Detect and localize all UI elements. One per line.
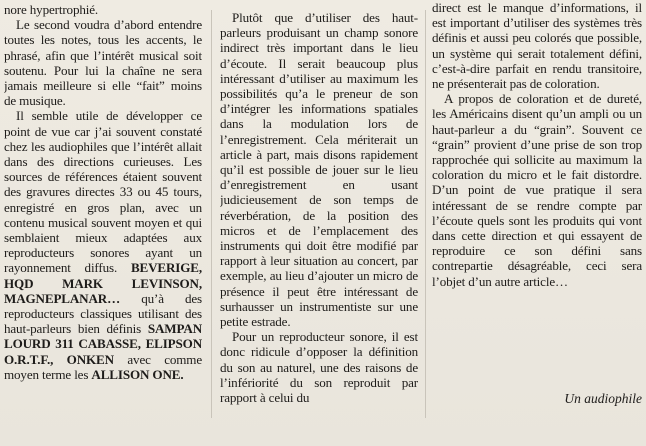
col2-paragraph-2: Pour un reproducteur sonore, il est donc ridicule d’opposer la définition du son au naturel, une des raisons de l’infériorité du son reproduit par rapport à celui du: [220, 329, 418, 406]
col1-paragraph-2: Le second voudra d’abord entendre toutes les notes, tous les accents, le phrasé, afin que l’intérêt musical soit soutenu. Pour lui la chaîne ne sera jamais meilleure si elle “fait” moins de musique.: [4, 17, 202, 109]
col1-paragraph-3: [4, 108, 202, 382]
col1-brands-2: SAMPAN LOURD 311 CABASSE, ELIPSON O.R.T.F., ONKEN: [4, 321, 202, 367]
col1-brands-3: ALLISON ONE.: [91, 366, 184, 382]
col2-paragraph-1: Plutôt que d’utiliser des haut-parleurs produisant un champ sonore indirect très important dans le lieu d’écoute. Il serait beaucoup plus intéressant d’utiliser au maximum les possibilités qu’a le preneur de son d’intégrer les informations spatiales dans la modulation lors de l’enregistrement. Cela mériterait un article à part, mais disons rapidement qu’il est possible de jouer sur le lieu d’enregistrement en usant judicieusement de son temps de réverbération, de la position des micros et de l’emplacement des instruments qui doit être modifié par rapport à leur situation au concert, par exemple, au lieu d’ajouter un micro de présence il peut être intéressant de surhausser un instrumentiste sur une petite estrade.: [220, 10, 418, 330]
col1-paragraph-3-text: Il semble utile de développer ce point de vue car j’ai souvent constaté chez les audiophiles que l’intérêt allait dans des directions curieuses. Les sources de références étaient souvent des gravures directes 33 ou 45 tours, enregistré en gros plan, avec un contenu musical souvent moyen et qui semblaient mieux adaptées aux reproducteurs sonores ayant un rayonnement diffus.: [4, 108, 202, 276]
column-divider-1: [211, 10, 212, 418]
col1-brands-1: BEVERIGE, HQD MARK LEVINSON, MAGNEPLANAR…: [4, 260, 202, 306]
column-1: [4, 2, 202, 382]
col1-paragraph-3-cont: qu’à des reproducteurs classiques utilisant des haut-parleurs bien définis: [4, 290, 202, 337]
column-divider-2: [425, 10, 426, 418]
column-3: [432, 0, 642, 289]
col3-paragraph-2: A propos de coloration et de dureté, les Américains disent qu’un ampli ou un haut-parleur a du “grain”. Souvent ce “grain” provient d’une prise de son trop rapprochée qui sollicite au maximum la coloration du micro et le fait distordre. D’un point de vue pratique il sera intéressant de se rendre compte par l’écoute quels sont les produits qui vont dans cette direction et qui essayent de reproduire ce son défini sans contrepartie désagréable, ceci sera l’objet d’un autre article…: [432, 91, 642, 289]
author-signature: Un audiophile: [564, 391, 642, 406]
col1-paragraph-1: nore hypertrophié.: [4, 2, 99, 17]
column-2: [220, 10, 418, 405]
col3-paragraph-1: direct est le manque d’informations, il est important d’utiliser des systèmes très définis et aussi peu colorés que possible, un système qui serait totalement défini, c’est-à-dire parfait en rendu transitoire, ne présenterait pas de coloration.: [432, 0, 642, 92]
col1-paragraph-3-end: avec comme moyen terme les: [4, 351, 202, 382]
